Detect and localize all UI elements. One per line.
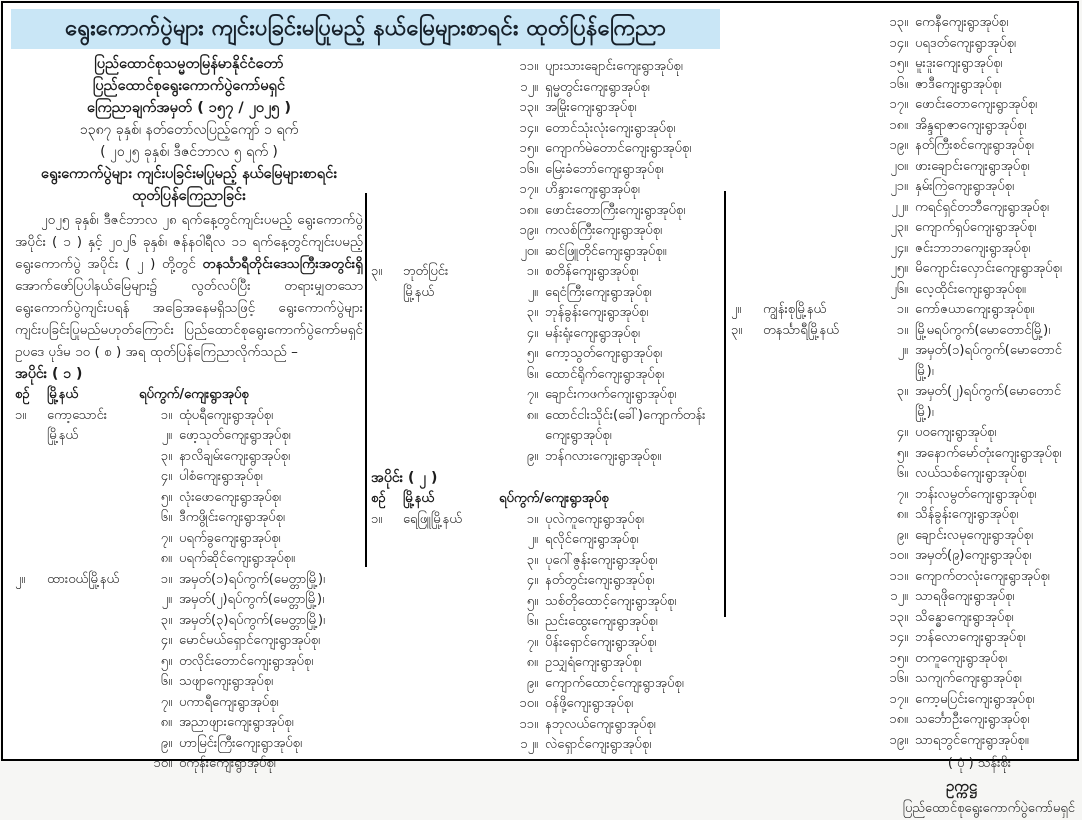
- village-name: မန်းရုံးကျေးရွာအုပ်စု၊: [545, 325, 640, 341]
- header-township: မြို့နယ်: [403, 491, 434, 506]
- table-row: [371, 262, 721, 283]
- village-name: ပါစံကျေးရွာအုပ်စု၊: [179, 469, 263, 484]
- village-number: ၁၅။: [889, 650, 908, 666]
- table-row: [731, 75, 1077, 96]
- table-row: [731, 34, 1077, 55]
- village-name: ကော့သွတ်ကျေးရွာအုပ်စု၊: [545, 346, 663, 361]
- list-column-1: [15, 363, 363, 775]
- table-row: [371, 303, 721, 324]
- part-label: အပိုင်း ( ၁ ): [15, 366, 83, 382]
- village-number: ၈။: [526, 407, 538, 423]
- village-number: ၃။: [526, 552, 538, 568]
- village-name: ကေနီကျေးရွာအုပ်စု၊: [915, 15, 1009, 30]
- village-name: သစ်တိုထောင့်ကျေးရွာအုပ်စု၊: [545, 593, 677, 609]
- village-number: ၁၄။: [519, 120, 538, 136]
- village-name: ဘန်းလမွတ်ကျေးရွာအုပ်စု၊: [915, 486, 1037, 502]
- table-row: [731, 444, 1077, 465]
- village-number: ၁၇။: [889, 691, 908, 707]
- column-divider-right: [724, 191, 726, 617]
- village-name: အိန္ဒရာဇာကျေးရွာအုပ်စု၊: [915, 117, 1027, 133]
- village-name: နတ်တွင်းကျေးရွာအုပ်စု၊: [545, 573, 655, 588]
- village-number: ၂၃။: [890, 220, 908, 235]
- table-row: [371, 221, 721, 242]
- township-name: ထားဝယ်မြို့နယ်: [47, 571, 120, 587]
- township-name: ကော့သောင်း: [47, 407, 108, 423]
- village-name: ဝန်ဖို့ကျေးရွာအုပ်စု၊: [545, 696, 634, 711]
- village-name: ရှမ္မတွင်းကျေးရွာအုပ်စု၊: [545, 79, 650, 95]
- village-name: ဟာမြင်းကြီးကျေးရွာအုပ်စု၊: [179, 735, 303, 751]
- table-row: [371, 365, 721, 386]
- village-name: သကျက်ကျေးရွာအုပ်စု၊: [915, 671, 1022, 686]
- table-row: [731, 259, 1077, 280]
- township-name: ရေဖြူမြို့နယ်: [403, 511, 462, 527]
- header-township: မြို့နယ်: [47, 387, 78, 402]
- announcement-paragraph: [15, 209, 363, 363]
- table-row: [731, 218, 1077, 239]
- table-row: [371, 242, 721, 263]
- village-name: တကူကျေးရွာအုပ်စု၊: [915, 650, 1008, 666]
- paragraph-region-bold: တနင်္သာရီတိုင်းဒေသကြီးအတွင်းရှိ: [202, 256, 363, 272]
- table-row: [731, 341, 1077, 382]
- table-row: [371, 406, 721, 447]
- village-number: ၁။: [160, 407, 172, 423]
- table-row: [371, 98, 721, 119]
- village-name: အမှတ်(၁)ရပ်ကွက်(မောတောင်မြို့)၊: [915, 343, 1062, 379]
- village-number: ၁၃။: [519, 100, 538, 115]
- table-row: [371, 139, 721, 160]
- village-name: နာလိချမ်းကျေးရွာအုပ်စု၊: [179, 448, 291, 464]
- table-row: [15, 508, 363, 529]
- village-name: သာရဘွင်ကျေးရွာအုပ်စု။: [915, 732, 1029, 748]
- table-row: [731, 300, 1077, 321]
- village-name: အမြိုးကျေးရွာအုပ်စု၊: [545, 100, 637, 115]
- table-row: [15, 693, 363, 714]
- header-ward: ရပ်ကွက်/ကျေးရွာအုပ်စု: [499, 491, 609, 506]
- village-name: ကရင်ရှင်တဘီကျေးရွာအုပ်စု၊: [915, 199, 1049, 215]
- village-name: ပျားသားချောင်းကျေးရွာအုပ်စု၊: [545, 59, 683, 74]
- village-name: ပုလဲကူကျေးရွာအုပ်စု၊: [545, 511, 644, 527]
- table-row: [371, 694, 721, 715]
- table-row: [371, 653, 721, 674]
- village-number: ၈။: [160, 551, 172, 566]
- village-name: အမှတ်(၃)ရပ်ကွက်(မေတ္တာမြို့)၊: [179, 612, 326, 628]
- village-number: ၄။: [526, 325, 538, 341]
- village-number: ၁။: [160, 571, 172, 587]
- village-name: လယ်သစ်ကျေးရွာအုပ်စု၊: [915, 466, 1027, 481]
- village-name: ချောင်းလမုကျေးရွာအုပ်စု၊: [915, 527, 1034, 543]
- document-title-banner: [11, 9, 720, 49]
- header-serial: စဉ်: [371, 491, 386, 506]
- village-number: ၃။: [160, 448, 172, 464]
- village-number: ၆။: [526, 366, 538, 382]
- village-name: ပကာရီကျေးရွာအုပ်စု၊: [179, 694, 279, 710]
- state-title: ပြည်ထောင်စုသမ္မတမြန်မာနိုင်ငံတော်: [94, 56, 284, 72]
- township-serial: ၃။: [371, 264, 383, 279]
- village-number: ၂။: [527, 532, 538, 547]
- village-number: ၂၀။: [520, 243, 538, 259]
- village-number: ၁၈။: [519, 202, 538, 218]
- village-name: ထုံပရီကျေးရွာအုပ်စု၊: [179, 407, 274, 423]
- column-middle: [371, 57, 721, 756]
- village-number: ၄။: [526, 573, 538, 588]
- village-name: ဇာဒီကျေးရွာအုပ်စု၊: [915, 76, 1002, 92]
- table-row: [371, 735, 721, 756]
- village-number: ၇။: [526, 634, 538, 650]
- table-row: [731, 280, 1077, 301]
- table-row: [15, 672, 363, 693]
- signature-block: [731, 753, 1077, 820]
- village-number: ၁၅။: [889, 56, 908, 71]
- table-row: [371, 201, 721, 222]
- village-number: ၁၃။: [889, 15, 908, 30]
- village-number: ၁၂။: [890, 589, 908, 604]
- village-name: နှမ်းကြဲကျေးရွာအုပ်စု၊: [915, 179, 1015, 194]
- column-left: [15, 53, 363, 775]
- list-column-3: [731, 13, 1077, 820]
- table-row: [371, 385, 721, 406]
- table-row: [731, 54, 1077, 75]
- table-row: [731, 157, 1077, 178]
- village-name: ဘုန်ခွန်းကျေးရွာအုပ်စု၊: [545, 305, 649, 320]
- village-number: ၁။: [526, 511, 538, 527]
- table-row: [731, 423, 1077, 444]
- table-row: [731, 177, 1077, 198]
- myanmar-date: ၁၃၈၇ ခုနှစ်၊ နတ်တော်လပြည့်ကျော် ၁ ရက်: [79, 122, 299, 138]
- table-row: [731, 13, 1077, 34]
- village-name: မြေးခံဘော်ကျေးရွာအုပ်စု၊: [545, 161, 664, 177]
- village-name: လဲရှောင်ကျေးရွာအုပ်စု၊: [545, 737, 652, 752]
- village-name: လေ့ထိုင်းကျေးရွာအုပ်စု။: [915, 281, 1026, 297]
- table-row: [371, 612, 721, 633]
- village-name: ချောင်းကဖက်ကျေးရွာအုပ်စု၊: [545, 387, 677, 402]
- table-row: [731, 649, 1077, 670]
- table-row: [371, 180, 721, 201]
- village-number: ၁၉။: [519, 223, 538, 238]
- township-name: ကျွန်းစုမြို့နယ်: [763, 302, 827, 317]
- village-number: ၁၃။: [889, 609, 908, 625]
- village-name: ကျောက်တလုံးကျေးရွာအုပ်စု၊: [915, 568, 1050, 584]
- township-name: မြို့နယ်: [47, 428, 78, 443]
- village-number: ၅။: [526, 346, 538, 361]
- township-name: တနင်္သာရီမြို့နယ်: [763, 322, 839, 338]
- village-name: ဥသျှရံကျေးရွာအုပ်စု၊: [545, 655, 642, 670]
- village-number: ၇။: [160, 694, 172, 710]
- village-number: ၂၆။: [890, 281, 908, 297]
- village-number: ၅။: [160, 653, 172, 669]
- village-name: သင်္ဘောဦးကျေးရွာအုပ်စု၊: [915, 712, 1030, 727]
- table-row: [731, 731, 1077, 752]
- table-row: [731, 587, 1077, 608]
- village-number: ၁၈။: [889, 117, 908, 133]
- village-name: ဟိန္ဒားကျေးရွာအုပ်စု၊: [545, 182, 640, 197]
- village-name: ဖော့သုတ်ကျေးရွာအုပ်စု၊: [179, 428, 291, 443]
- village-name: ဆင်ဖြူတိုင်ကျေးရွာအုပ်စု။: [545, 243, 667, 259]
- village-name: သိန္ဓောကျေးရွာအုပ်စု၊: [915, 609, 1014, 625]
- township-serial: ၁။: [15, 407, 27, 423]
- village-name: ရေငံကြီးကျေးရွာအုပ်စု၊: [545, 284, 652, 300]
- table-row: [731, 526, 1077, 547]
- village-number: ၁၄။: [889, 630, 908, 645]
- township-serial: ၂။: [15, 571, 26, 587]
- table-row: [371, 551, 721, 572]
- table-row: [731, 505, 1077, 526]
- table-row: [731, 710, 1077, 731]
- village-number: ၂၁။: [890, 179, 908, 194]
- subject-line-2: ထုတ်ပြန်ကြေညာခြင်း: [132, 188, 246, 204]
- village-name: ပရက်ခွကျေးရွာအုပ်စု၊: [179, 530, 281, 546]
- village-number: ၁၉။: [889, 732, 908, 748]
- township-serial: ၃။: [731, 322, 743, 338]
- village-name: တလိုင်းတောင်ကျေးရွာအုပ်စု၊: [179, 653, 314, 669]
- village-number: ၇။: [896, 486, 908, 502]
- village-name: သဖျာကျေးရွာအုပ်စု၊: [179, 674, 274, 689]
- village-name: ကော်ဇယာကျေးရွာအုပ်စု။: [915, 302, 1035, 317]
- village-name: ကျောက်ထောင့်ကျေးရွာအုပ်စု၊: [545, 675, 684, 691]
- table-row: [371, 633, 721, 654]
- table-row: [371, 344, 721, 365]
- village-number: ၃။: [160, 612, 172, 628]
- village-name: ဖားချောင်းကျေးရွာအုပ်စု၊: [915, 158, 1030, 174]
- village-name: ပဝကျေးရွာအုပ်စု၊: [915, 425, 997, 440]
- table-row: [15, 631, 363, 652]
- village-number: ၉။: [160, 735, 172, 751]
- table-row: [731, 239, 1077, 260]
- village-name: ဝကုန်းကျေးရွာအုပ်စု၊: [179, 756, 276, 771]
- table-row: [371, 283, 721, 304]
- table-row: [15, 713, 363, 734]
- document-page: [1, 1, 1079, 816]
- village-number: ၁။: [896, 322, 908, 338]
- table-row: [15, 754, 363, 775]
- village-number: ၂၀။: [890, 158, 908, 174]
- table-row: [731, 608, 1077, 629]
- village-name: ကျောက်မဲတောင်ကျေးရွာအုပ်စု၊: [545, 141, 692, 156]
- village-name: ဒီကဖွိုင်းကျေးရွာအုပ်စု၊: [179, 510, 285, 525]
- table-row: [15, 488, 363, 509]
- village-name: မောင်မယ်ရှောင်ကျေးရွာအုပ်စု၊: [179, 633, 321, 648]
- village-name: အမှတ်(၁)ရပ်ကွက်(မေတ္တာမြို့)၊: [179, 571, 326, 587]
- village-name: ဖောင်းတောကြီးကျေးရွာအုပ်စု၊: [545, 202, 686, 218]
- table-row: [731, 628, 1077, 649]
- village-name: အညာဖျားကျေးရွာအုပ်စု၊: [179, 715, 294, 730]
- table-row: [15, 652, 363, 673]
- village-name: နတ်ကြီးစင်ကျေးရွာအုပ်စု၊: [915, 138, 1034, 153]
- table-row: [15, 549, 363, 570]
- village-number: ၂။: [527, 284, 538, 300]
- village-name: အမှတ်(၉)ကျေးရွာအုပ်စု၊: [915, 548, 1032, 563]
- paragraph-post: အောက်ဖော်ပြပါနယ်မြေများ၌ လွတ်လပ်ပြီး တရားမျှတသော ရွေးကောက်ပွဲကျင်းပရန် အခြေအနေမရှိသဖြင့် ရွေးကောက်ပွဲများ ကျင်းပခြင်းပြုမည်မဟုတ်ကြောင်း ပြည်ထောင်စုရွေးကောက်ပွဲကော်မရှင်ဥပဒေ ပုဒ်မ ၁၀ ( စ ) အရ ထုတ်ပြန်ကြေညာလိုက်သည် –: [15, 278, 363, 360]
- table-row: [371, 160, 721, 181]
- signatory-title: ဥက္ကဋ္ဌ: [945, 777, 977, 795]
- village-number: ၁၅။: [519, 141, 538, 156]
- column-divider-left: [365, 193, 367, 567]
- village-number: ၁။: [526, 264, 538, 279]
- table-row: [15, 734, 363, 755]
- village-name: သိန်ခွန်းကျေးရွာအုပ်စု၊: [915, 507, 1019, 522]
- table-row: [371, 571, 721, 592]
- table-row: [15, 467, 363, 488]
- table-row: [371, 510, 721, 531]
- village-name: မူးဒူးကျေးရွာအုပ်စု၊: [915, 56, 1003, 71]
- village-number: ၁။: [896, 302, 908, 317]
- village-name: ပုဂေါ်ဇွန်းကျေးရွာအုပ်စု၊: [545, 552, 658, 568]
- township-name: ဘုတ်ပြင်း: [403, 264, 449, 279]
- table-row: [15, 447, 363, 468]
- village-number: ၃။: [526, 305, 538, 320]
- table-row: [371, 674, 721, 695]
- village-number: ၈။: [160, 715, 172, 730]
- village-name: အမှတ်(၂)ရပ်ကွက်(မေတ္တာမြို့)၊: [179, 592, 325, 607]
- village-name: မြို့မရပ်ကွက်(မောတောင်မြို့)၊: [915, 322, 1051, 338]
- village-number: ၅။: [526, 593, 538, 609]
- subject-line-1: ရွေးကောက်ပွဲများ ကျင်းပခြင်းမပြုမည့် နယ်မြေများစာရင်း: [41, 166, 337, 182]
- village-number: ၁၁။: [889, 568, 908, 584]
- table-row: [15, 406, 363, 427]
- village-number: ၅။: [160, 489, 172, 505]
- village-name: အမှတ်(၂)ရပ်ကွက်(မောတောင်မြို့)၊: [915, 384, 1062, 420]
- column-right: [731, 13, 1077, 820]
- village-number: ၈။: [526, 655, 538, 670]
- village-name: ဘန်လောကျေးရွာအုပ်စု၊: [915, 630, 1026, 645]
- village-number: ၁၉။: [889, 138, 908, 153]
- table-row: [371, 57, 721, 78]
- list-column-2: [371, 57, 721, 756]
- village-number: ၁၇။: [889, 97, 908, 112]
- village-number: ၁၇။: [519, 182, 538, 197]
- village-number: ၁၈။: [889, 712, 908, 727]
- village-name: တောင်သုံးလုံးကျေးရွာအုပ်စု၊: [545, 120, 676, 136]
- village-number: ၁၆။: [889, 671, 908, 686]
- announcement-number: ကြေညာချက်အမှတ် ( ၁၅၇ / ၂၀၂၅ ): [87, 100, 291, 116]
- village-number: ၆။: [526, 614, 538, 629]
- village-number: ၄။: [896, 425, 908, 440]
- village-name: ကလစ်ကြီးကျေးရွာအုပ်စု၊: [545, 223, 663, 238]
- village-number: ၂၅။: [890, 261, 908, 276]
- table-row: [731, 485, 1077, 506]
- village-number: ၁၀။: [519, 696, 538, 711]
- village-name: ကျောက်ရှပ်ကျေးရွာအုပ်စု၊: [915, 220, 1037, 235]
- village-number: ၁၀။: [153, 756, 172, 771]
- table-row: [371, 715, 721, 736]
- village-name: ပရက်ဆိုင်ကျေးရွာအုပ်စု။: [179, 551, 295, 566]
- village-name: ညင်းထွေးကျေးရွာအုပ်စု၊: [545, 614, 658, 629]
- village-number: ၂။: [161, 592, 172, 607]
- village-number: ၅။: [896, 445, 908, 461]
- table-row: [371, 592, 721, 613]
- township-name: မြို့နယ်: [403, 284, 434, 300]
- village-name: အနောက်မော်တုံးကျေးရွာအုပ်စု၊: [915, 445, 1062, 461]
- village-name: လုံးဖောကျေးရွာအုပ်စု၊: [179, 489, 281, 505]
- village-name: ပိန်းရှောင်ကျေးရွာအုပ်စု၊: [545, 634, 657, 650]
- village-number: ၁၀။: [889, 548, 908, 563]
- header-ward: ရပ်ကွက်/ကျေးရွာအုပ်စု: [139, 387, 249, 402]
- village-name: ဖောင်းတောကျေးရွာအုပ်စု၊: [915, 97, 1038, 112]
- village-number: ၂။: [897, 343, 908, 358]
- table-row: [371, 530, 721, 551]
- header-serial: စဉ်: [15, 387, 30, 402]
- village-number: ၉။: [526, 448, 538, 464]
- gregorian-date: ( ၂၀၂၅ ခုနှစ်၊ ဒီဇင်ဘာလ ၅ ရက် ): [100, 144, 278, 160]
- village-name: ရလိုင်ကျေးရွာအုပ်စု၊: [545, 532, 639, 547]
- document-title: ရွေးကောက်ပွဲများ ကျင်းပခြင်းမပြုမည့် နယ်မြေများစာရင်း ထုတ်ပြန်ကြေညာ: [65, 15, 666, 41]
- table-row: [731, 464, 1077, 485]
- table-row: [731, 136, 1077, 157]
- table-row: [731, 669, 1077, 690]
- village-number: ၁၂။: [520, 737, 538, 752]
- table-row: [731, 116, 1077, 137]
- table-row: [15, 590, 363, 611]
- list-header-row: [371, 489, 721, 510]
- table-row: [731, 95, 1077, 116]
- village-number: ၂၄။: [890, 240, 908, 256]
- signatory-name: ( ပုံ ) သန်းစိုး: [947, 756, 1011, 771]
- table-row: [371, 78, 721, 99]
- village-number: ၇။: [526, 387, 538, 402]
- village-number: ၃။: [896, 384, 908, 399]
- commission-name: ပြည်ထောင်စုရွေးကောက်ပွဲကော်မရှင်: [92, 78, 286, 94]
- table-row: [15, 611, 363, 632]
- village-number: ၉။: [526, 675, 538, 691]
- village-number: ၆။: [896, 466, 908, 481]
- table-row: [371, 119, 721, 140]
- village-number: ၆။: [160, 674, 172, 689]
- paragraph-pre: ၂၀၂၅ ခုနှစ်၊ ဒီဇင်ဘာလ ၂၈ ရက်နေ့တွင်ကျင်းပမည့် ရွေးကောက်ပွဲ အပိုင်း ( ၁ ) နှင့် ၂၀၂၆ ခုနှစ်၊ ဇန်နဝါရီလ ၁၁ ရက်နေ့တွင်ကျင်းပမည့် ရွေးကောက်ပွဲ အပိုင်း ( ၂ ) တို့တွင်: [15, 212, 363, 272]
- table-row: [371, 447, 721, 468]
- table-row: [731, 546, 1077, 567]
- village-name: မိကျောင်းလှောင်းကျေးရွာအုပ်စု၊: [915, 261, 1062, 276]
- table-row: [731, 198, 1077, 219]
- table-row: [731, 567, 1077, 588]
- village-name: ဘန်ဂလားကျေးရွာအုပ်စု။: [545, 448, 662, 464]
- village-name: ထောင်ငါးသိုင်း(ခေါ်)ကျောက်တန်း ကျေးရွာအုပ်စု၊: [545, 407, 706, 443]
- table-row: [15, 426, 363, 447]
- table-row: [15, 570, 363, 591]
- village-number: ၆။: [160, 510, 172, 525]
- village-number: ၇။: [160, 530, 172, 546]
- table-row: [731, 382, 1077, 423]
- village-number: ၁၆။: [519, 161, 538, 177]
- table-row: [731, 690, 1077, 711]
- village-name: ကော့မပြင်းကျေးရွာအုပ်စု၊: [915, 691, 1035, 707]
- village-number: ၁၁။: [519, 716, 538, 732]
- village-number: ၁၆။: [889, 76, 908, 92]
- village-number: ၂၂။: [891, 199, 908, 215]
- village-number: ၈။: [896, 507, 908, 522]
- village-number: ၂။: [161, 428, 172, 443]
- table-row: [15, 529, 363, 550]
- table-row: [371, 324, 721, 345]
- village-name: နဘုလယ်ကျေးရွာအုပ်စု၊: [545, 716, 656, 732]
- village-number: ၁၂။: [520, 79, 538, 95]
- township-serial: ၁။: [371, 511, 383, 527]
- village-number: ၄။: [160, 633, 172, 648]
- village-name: သာရဖိုကျေးရွာအုပ်စု၊: [915, 589, 1015, 604]
- part-label: အပိုင်း ( ၂ ): [371, 470, 438, 486]
- signatory-org: ပြည်ထောင်စုရွေးကောက်ပွဲကော်မရှင်: [902, 801, 1075, 816]
- village-name: စတိန်ကျေးရွာအုပ်စု၊: [545, 264, 639, 279]
- village-number: ၁၁။: [519, 59, 538, 74]
- list-header-row: [15, 385, 363, 406]
- village-name: ထောင်ရိုက်ကျေးရွာအုပ်စု၊: [545, 366, 665, 382]
- village-name: ဇင်းဘာဘကျေးရွာအုပ်စု၊: [915, 240, 1031, 256]
- village-number: ၁၄။: [889, 35, 908, 51]
- village-name: ပရဒတ်ကျေးရွာအုပ်စု၊: [915, 35, 1016, 51]
- village-number: ၉။: [896, 527, 908, 543]
- village-number: ၄။: [160, 469, 172, 484]
- township-serial: ၂။: [731, 302, 742, 317]
- table-row: [731, 321, 1077, 342]
